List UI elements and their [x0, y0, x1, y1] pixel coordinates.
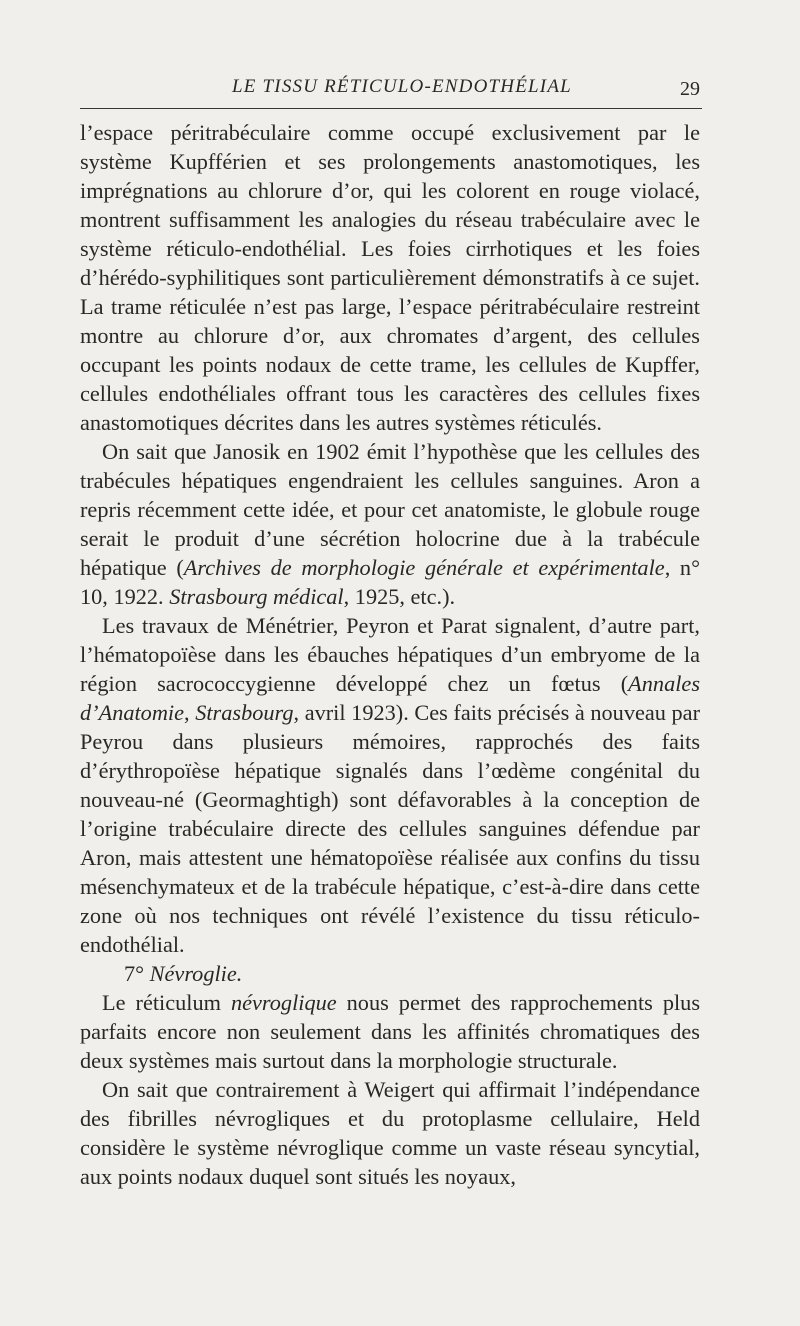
running-header: [80, 74, 702, 109]
paragraph-menetrier: [80, 611, 700, 959]
section-number: 7°: [124, 961, 145, 986]
paragraph-text: l’espace péritrabéculaire comme occupé exclusivement par le système Kupfférien et ses prolongements anastomotiques, les imprégnations au chlorure d’or, qui les colorent en rouge violacé, montrent suffisamment les analogies du réseau trabéculaire avec le système réticulo-endothélial. Les foies cirrhotiques et les foies d’hérédo-syphilitiques sont particulièrement démonstratifs à ce sujet. La trame réticulée n’est pas large, l’espace péritrabéculaire restreint montre au chlorure d’or, aux chromates d’argent, des cellules occupant les points nodaux de cette trame, les cellules de Kupffer, cellules endothéliales offrant tous les caractères des cellules fixes anastomotiques décrites dans les autres systèmes réticulés.: [80, 120, 700, 435]
section-title: Névroglie.: [149, 961, 243, 986]
text-run: , avril 1923). Ces faits précisés à nouveau par Peyrou dans plusieurs mémoires, rapprochés des faits d’érythropoïèse hépatique signalés dans l’œdème congénital du nouveau-né (Geormaghtigh) sont défavorables à la conception de l’origine trabéculaire directe des cellules sanguines défendue par Aron, mais attestent une hématopoïèse réalisée aux confins du tissu mésenchymateux et de la trabécule hépatique, c’est-à-dire dans cette zone où nos techniques ont révélé l’existence du tissu réticulo-endothélial.: [80, 700, 700, 957]
paragraph-continuation: [80, 118, 700, 437]
emphasis: névroglique: [230, 990, 337, 1015]
citation-title: Strasbourg: [195, 700, 294, 725]
text-run: , n° 10, 1922.: [80, 555, 700, 609]
paragraph-janosik: [80, 437, 700, 611]
paragraph-reticulum: [80, 988, 700, 1075]
body-text: [80, 118, 700, 1191]
text-run: On sait que Janosik en 1902 émit l’hypothèse que les cellules des trabécules hépatiques engendraient les cellules sanguines. Aron a repris récemment cette idée, et pour cet anatomiste, le globule rouge serait le produit d’une sécrétion holocrine due à la trabécule hépatique (: [80, 439, 700, 580]
text-run: Les travaux de Ménétrier, Peyron et Parat signalent, d’autre part, l’hématopoïèse dans les ébauches hépatiques d’un embryome de la région sacrococcygienne développé chez un fœtus (: [80, 613, 700, 696]
paragraph-weigert: [80, 1075, 700, 1191]
citation-title: Archives de morphologie générale et expérimentale: [183, 555, 665, 580]
page-number: 29: [680, 78, 700, 100]
text-run: Le réticulum: [102, 990, 231, 1015]
citation-title: Strasbourg médical: [169, 584, 344, 609]
citation-title: Annales d’Anatomie: [80, 671, 700, 725]
text-run: , 1925, etc.).: [343, 584, 456, 609]
text-run: ,: [184, 700, 196, 725]
text-run: nous permet des rapprochements plus parfaits encore non seulement dans les affinités chromatiques des deux systèmes mais surtout dans la morphologie structurale.: [80, 990, 701, 1073]
section-heading: [80, 959, 700, 988]
paragraph-text: On sait que contrairement à Weigert qui affirmait l’indépendance des fibrilles névrogliques et du protoplasme cellulaire, Held considère le système névroglique comme un vaste réseau syncytial, aux points nodaux duquel sont situés les noyaux,: [80, 1077, 700, 1189]
running-title: LE TISSU RÉTICULO-ENDOTHÉLIAL: [232, 76, 572, 97]
